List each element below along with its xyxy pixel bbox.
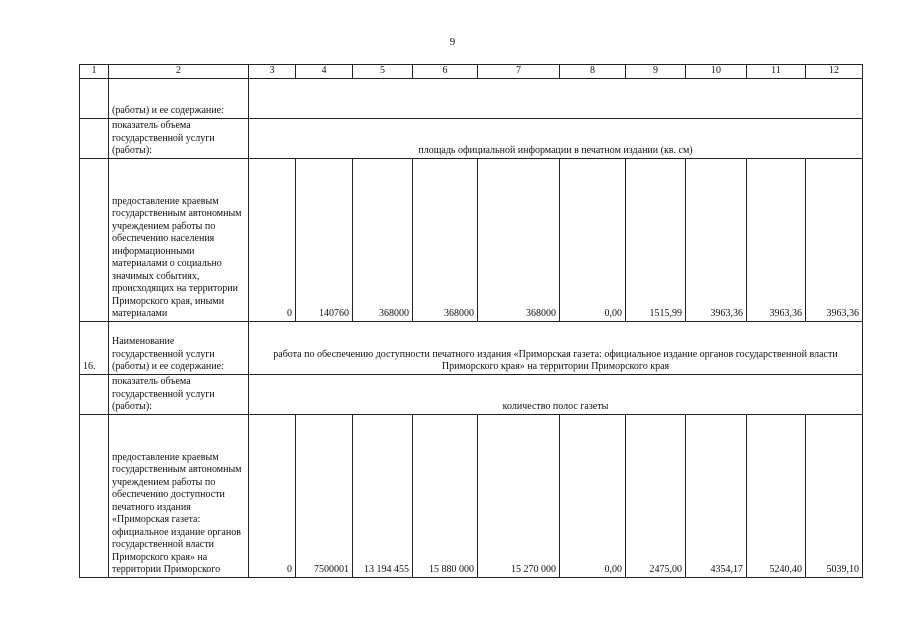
column-header: 8 (560, 65, 626, 79)
row-label: показатель объема государственной услуги (работы): (109, 374, 249, 414)
value-cell: 3963,36 (747, 158, 806, 321)
value-cell: 15 270 000 (478, 414, 560, 577)
value-cell: 7500001 (296, 414, 353, 577)
column-header: 10 (686, 65, 747, 79)
table-row (80, 321, 863, 374)
row-label: предоставление краевым государственным автономным учреждением работы по обеспечению населения информационными материалами о социально значимых событиях, происходящих на территории Приморского края, иными материалами (109, 158, 249, 321)
column-header: 1 (80, 65, 109, 79)
table-row (80, 158, 863, 321)
merged-value-cell: количество полос газеты (249, 374, 863, 414)
value-cell: 5240,40 (747, 414, 806, 577)
column-header: 6 (413, 65, 478, 79)
table-row (80, 414, 863, 577)
column-header: 11 (747, 65, 806, 79)
value-cell: 2475,00 (626, 414, 686, 577)
row-label: (работы) и ее содержание: (109, 78, 249, 118)
row-number-cell (80, 78, 109, 118)
row-number-cell (80, 374, 109, 414)
column-header: 7 (478, 65, 560, 79)
value-cell: 368000 (413, 158, 478, 321)
table-row (80, 78, 863, 118)
value-cell: 0 (249, 414, 296, 577)
value-cell: 15 880 000 (413, 414, 478, 577)
row-label: показатель объема государственной услуги (работы): (109, 118, 249, 158)
column-header: 5 (353, 65, 413, 79)
merged-value-cell (249, 78, 863, 118)
row-number-cell (80, 118, 109, 158)
value-cell: 3963,36 (806, 158, 863, 321)
value-cell: 0 (249, 158, 296, 321)
column-header: 12 (806, 65, 863, 79)
row-number-cell (80, 414, 109, 577)
row-label: Наименование государственной услуги (работы) и ее содержание: (109, 321, 249, 374)
column-header: 4 (296, 65, 353, 79)
header-row (80, 65, 863, 79)
row-number-cell (80, 158, 109, 321)
budget-table (79, 64, 863, 578)
value-cell: 140760 (296, 158, 353, 321)
value-cell: 1515,99 (626, 158, 686, 321)
row-label: предоставление краевым государственным автономным учреждением работы по обеспечению доступности печатного издания «Приморская газета: официальное издание органов государственной власти Приморского края» на территории Приморского (109, 414, 249, 577)
row-number-cell: 16. (80, 321, 109, 374)
column-header: 3 (249, 65, 296, 79)
page-number: 9 (449, 36, 456, 48)
value-cell: 368000 (353, 158, 413, 321)
value-cell: 0,00 (560, 414, 626, 577)
column-header: 9 (626, 65, 686, 79)
table-row (80, 374, 863, 414)
merged-value-cell: площадь официальной информации в печатном издании (кв. см) (249, 118, 863, 158)
value-cell: 3963,36 (686, 158, 747, 321)
value-cell: 368000 (478, 158, 560, 321)
table-row (80, 118, 863, 158)
value-cell: 0,00 (560, 158, 626, 321)
value-cell: 4354,17 (686, 414, 747, 577)
value-cell: 13 194 455 (353, 414, 413, 577)
value-cell: 5039,10 (806, 414, 863, 577)
merged-value-cell: работа по обеспечению доступности печатного издания «Приморская газета: официальное издание органов государственной власти Приморского края» на территории Приморского края (249, 321, 863, 374)
column-header: 2 (109, 65, 249, 79)
